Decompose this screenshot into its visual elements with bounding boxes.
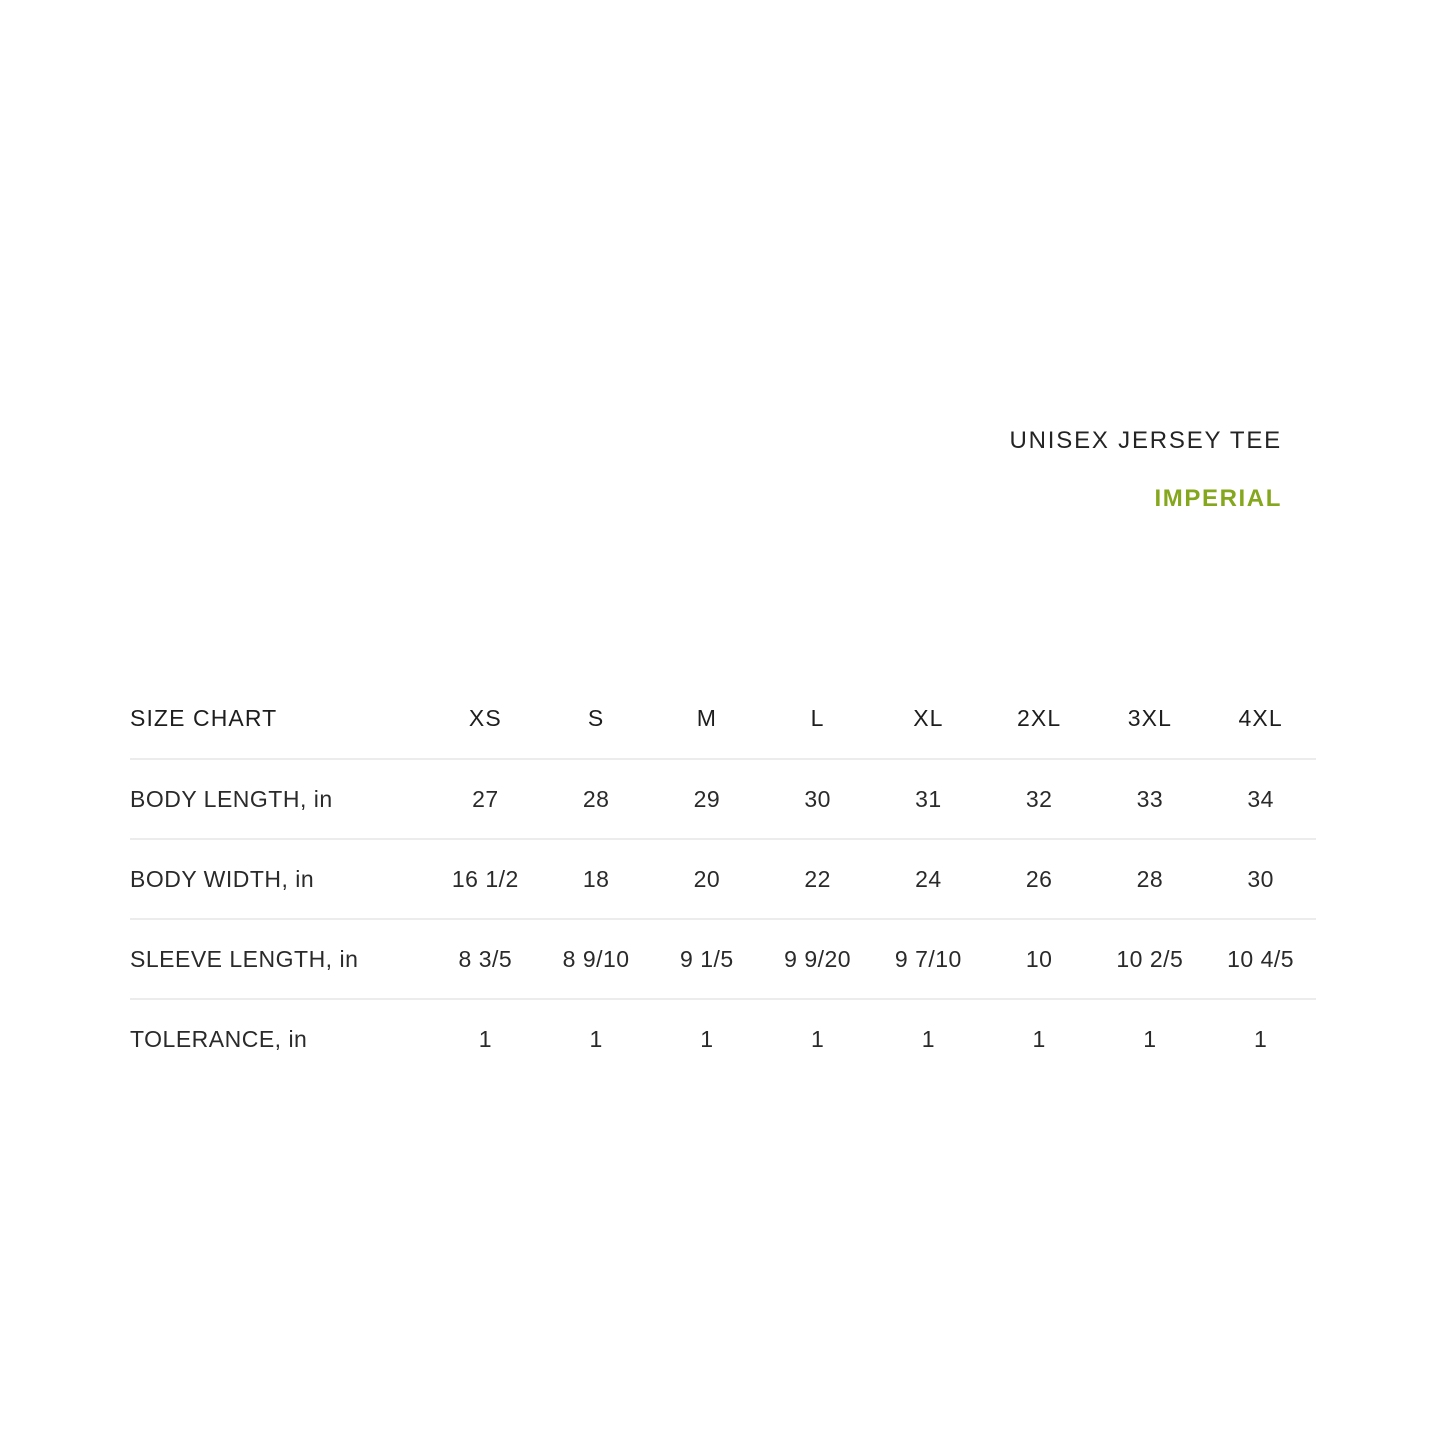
cell-value: 20 — [652, 839, 763, 919]
cell-value: 16 1/2 — [430, 839, 541, 919]
cell-value: 10 2/5 — [1095, 919, 1206, 999]
cell-value: 26 — [984, 839, 1095, 919]
cell-value: 30 — [1205, 839, 1316, 919]
cell-value: 1 — [1253, 1026, 1268, 1052]
size-guide-header — [1010, 428, 1282, 512]
row-label: BODY WIDTH, in — [130, 839, 430, 919]
header-row — [130, 679, 1316, 759]
column-header-s: S — [541, 679, 652, 759]
cell-value: 31 — [873, 759, 984, 839]
cell-value: 9 9/20 — [762, 919, 873, 999]
cell-value: 22 — [762, 839, 873, 919]
cell-value: 1 — [700, 1026, 714, 1052]
column-header-m: M — [652, 679, 763, 759]
column-header-3xl: 3XL — [1095, 679, 1206, 759]
cell-value: 10 — [984, 919, 1095, 999]
table-row-body-length — [130, 759, 1316, 839]
cell-value: 27 — [430, 759, 541, 839]
table-row-sleeve-length — [130, 919, 1316, 999]
table-row-tolerance — [130, 999, 1316, 1079]
column-header-4xl: 4XL — [1205, 679, 1316, 759]
size-chart-corner-label: SIZE CHART — [130, 679, 430, 759]
unit-system-label: IMPERIAL — [1154, 485, 1282, 512]
cell-value: 32 — [984, 759, 1095, 839]
column-header-l: L — [762, 679, 873, 759]
column-header-xs: XS — [430, 679, 541, 759]
row-label: TOLERANCE, in — [130, 1026, 308, 1052]
size-chart-table — [130, 679, 1316, 1079]
cell-value: 1 — [921, 1026, 936, 1052]
cell-value: 1 — [1032, 1026, 1046, 1052]
cell-value: 28 — [1095, 839, 1206, 919]
cell-value: 9 7/10 — [873, 919, 984, 999]
row-label: BODY LENGTH, in — [130, 759, 430, 839]
row-label: SLEEVE LENGTH, in — [130, 919, 430, 999]
cell-value: 8 9/10 — [541, 919, 652, 999]
cell-value: 24 — [873, 839, 984, 919]
cell-value: 29 — [652, 759, 763, 839]
table-row-body-width — [130, 839, 1316, 919]
cell-value: 1 — [1143, 1026, 1157, 1052]
cell-value: 1 — [589, 1026, 603, 1052]
cell-value: 8 3/5 — [430, 919, 541, 999]
cell-value: 30 — [762, 759, 873, 839]
cell-value: 18 — [541, 839, 652, 919]
cell-value: 1 — [810, 1026, 825, 1052]
cell-value: 10 4/5 — [1205, 919, 1316, 999]
cell-value: 34 — [1205, 759, 1316, 839]
cell-value: 1 — [478, 1026, 493, 1052]
cell-value: 28 — [541, 759, 652, 839]
cell-value: 9 1/5 — [652, 919, 763, 999]
cell-value: 33 — [1095, 759, 1206, 839]
column-header-xl: XL — [873, 679, 984, 759]
product-title: UNISEX JERSEY TEE — [1009, 427, 1282, 454]
column-header-2xl: 2XL — [984, 679, 1095, 759]
